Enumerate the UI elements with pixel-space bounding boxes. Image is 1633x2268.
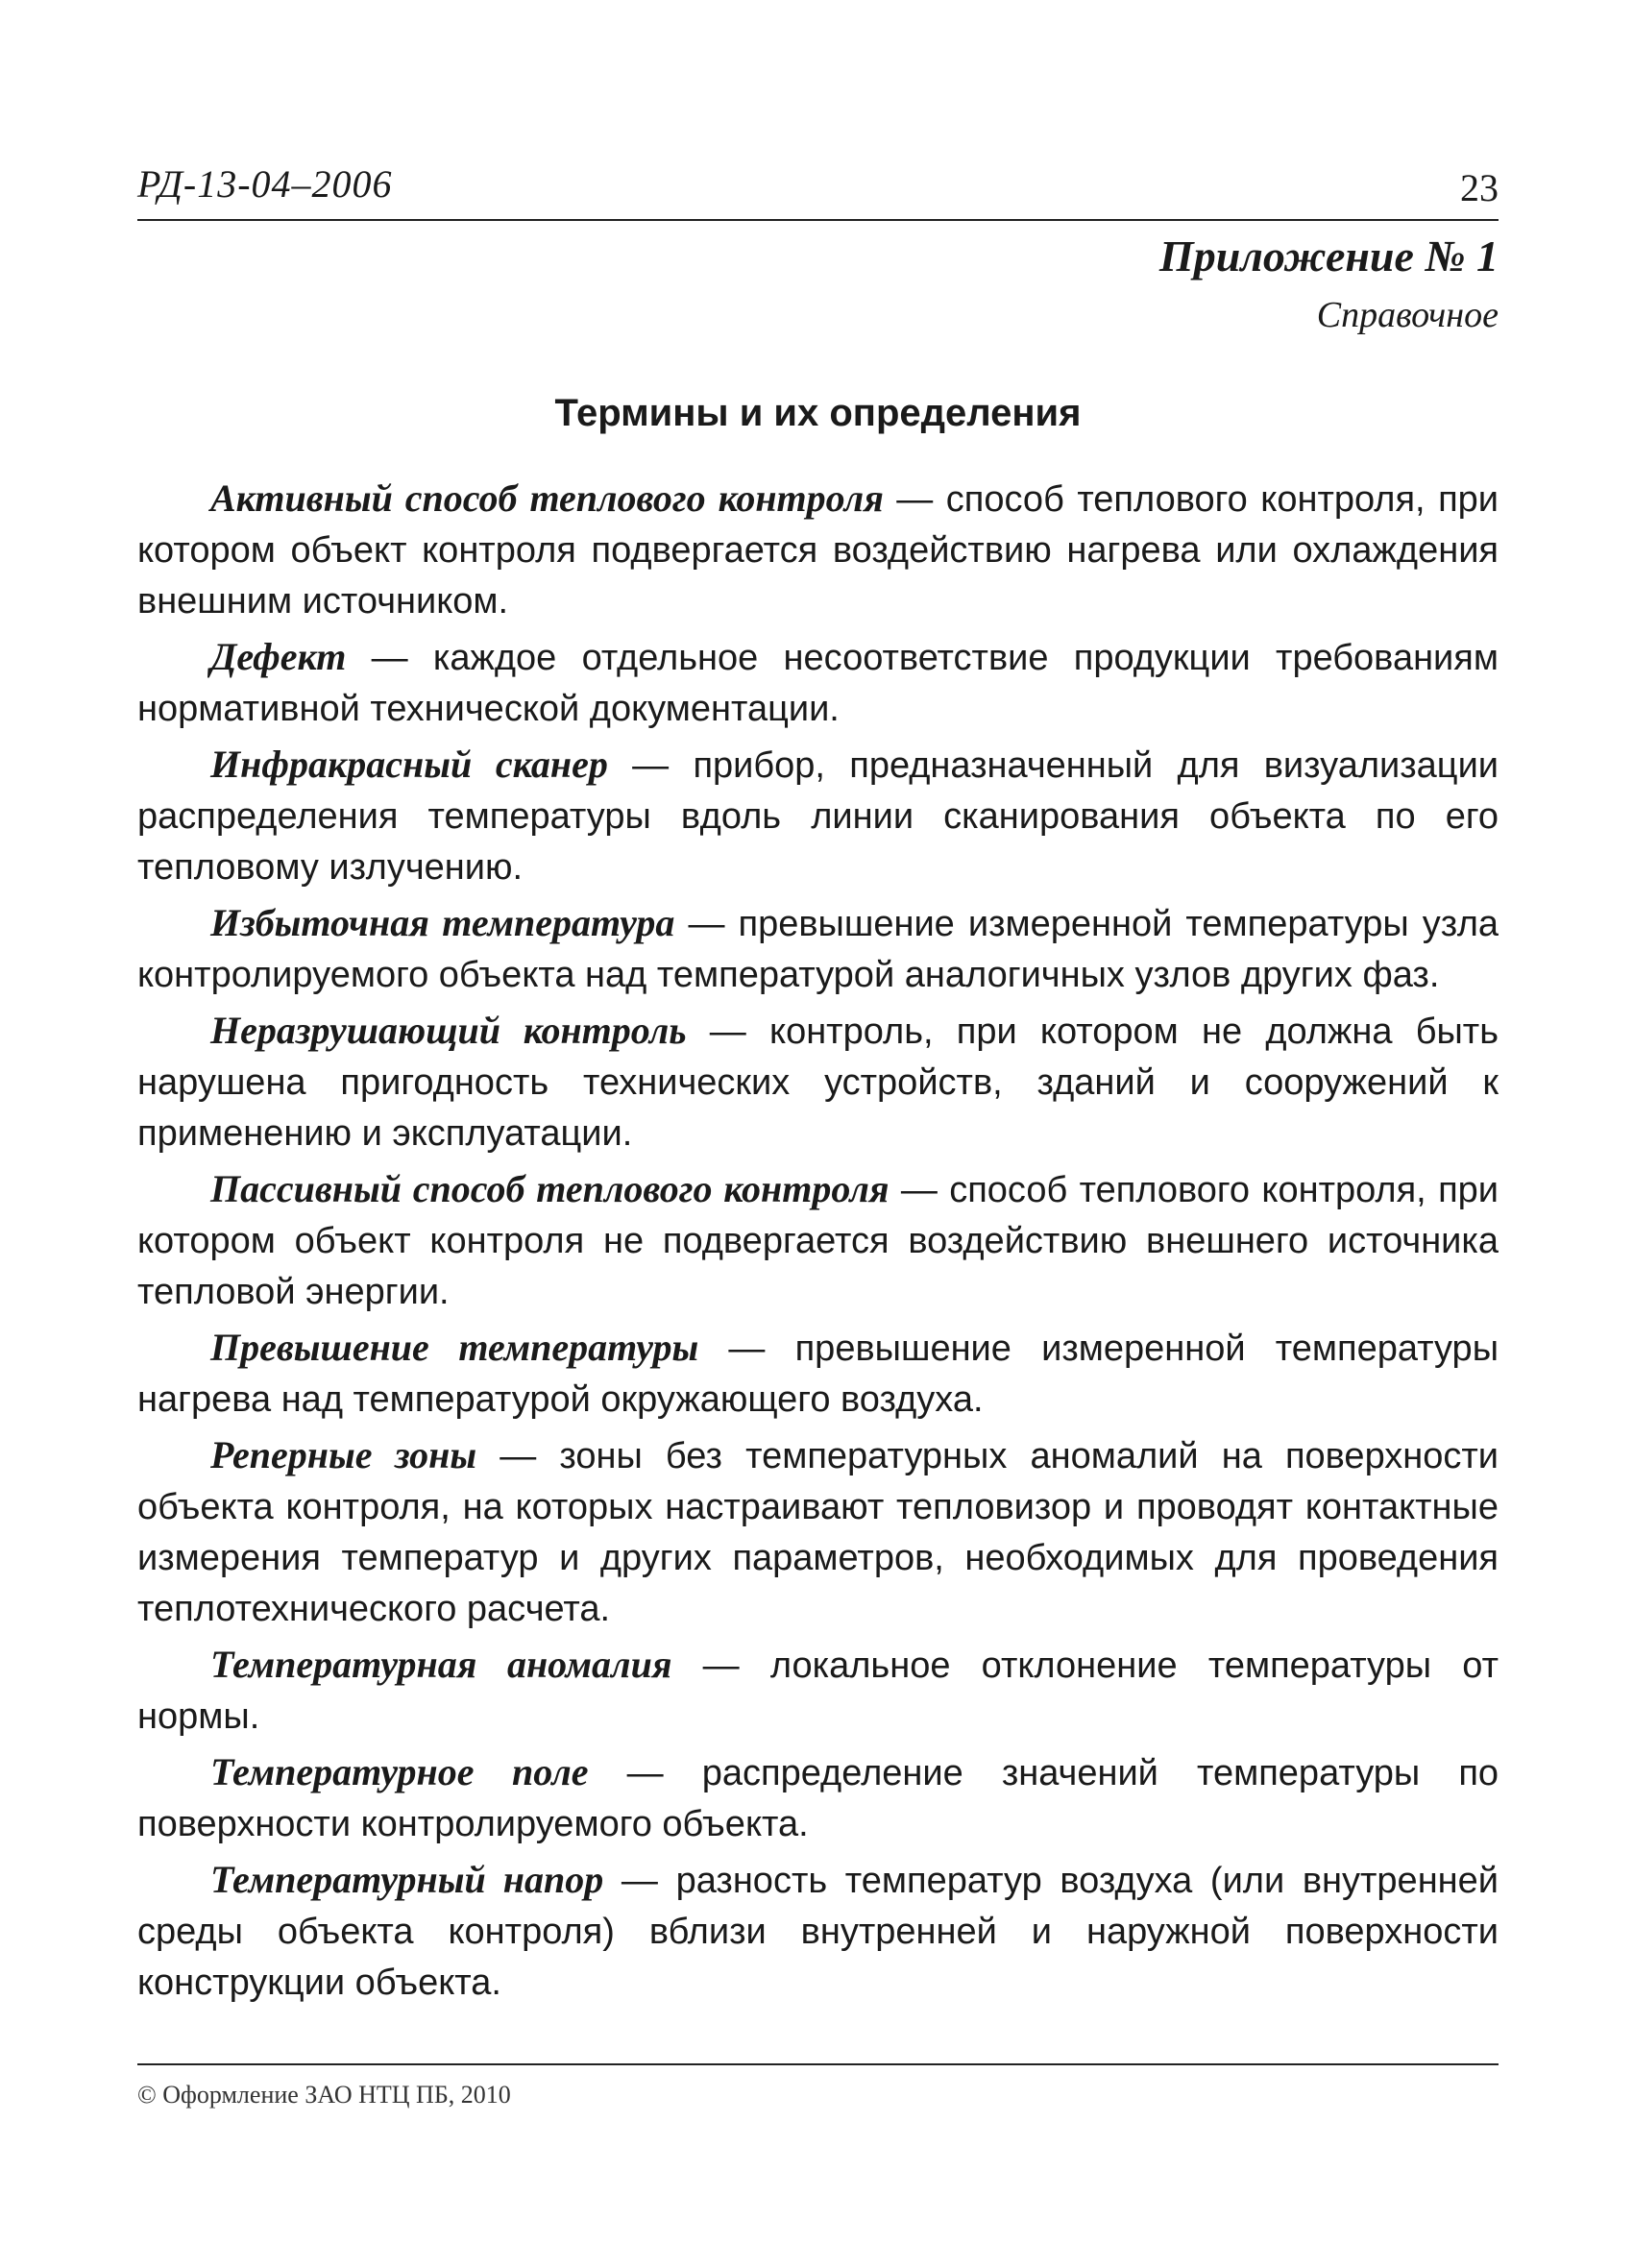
term-entry	[137, 897, 1499, 1001]
section-title: Термины и их определения	[554, 392, 1082, 434]
term-name: Инфракрасный сканер	[210, 743, 608, 786]
term-definition: способ теплового контроля, при котором объект контроля подвергается воздействию нагрева или охлаждения внешним источником.	[137, 479, 1499, 622]
running-header	[137, 161, 1499, 221]
term-dash: —	[896, 479, 934, 520]
term-definition: разность температур воздуха (или внутренней среды объекта контроля) вблизи внутренней и наружной поверхности конструкции объекта.	[137, 1861, 1499, 2003]
term-dash: —	[702, 1646, 740, 1686]
appendix-title: Приложение № 1	[1158, 232, 1499, 280]
term-definition: превышение измеренной температуры нагрева над температурой окружающего воздуха.	[137, 1329, 1499, 1420]
term-entry	[137, 1429, 1499, 1635]
term-name: Реперные зоны	[210, 1433, 477, 1476]
term-definition: зоны без температурных аномалий на поверхности объекта контроля, на которых настраивают тепловизор и проводят контактные измерения температур и других параметров, необходимых для проведения теплотехнического расчета.	[137, 1436, 1499, 1629]
term-name: Дефект	[210, 635, 347, 678]
term-dash: —	[900, 1170, 938, 1210]
term-definition: способ теплового контроля, при котором объект контроля не подвергается воздействию внешнего источника тепловой энергии.	[137, 1170, 1499, 1312]
term-name: Превышение температуры	[210, 1326, 699, 1369]
term-name: Температурное поле	[210, 1750, 589, 1793]
term-dash: —	[621, 1861, 658, 1901]
term-entry	[137, 1639, 1499, 1743]
appendix-subtitle: Справочное	[1316, 295, 1499, 335]
term-entry	[137, 631, 1499, 735]
term-dash: —	[500, 1436, 537, 1476]
term-dash: —	[728, 1329, 766, 1369]
terms-list	[137, 473, 1499, 2012]
term-definition: прибор, предназначенный для визуализации распределения температуры вдоль линии сканирования объекта по его тепловому излучению.	[137, 745, 1499, 888]
term-definition: каждое отдельное несоответствие продукции требованиям нормативной технической документации.	[137, 638, 1499, 729]
term-dash: —	[632, 745, 670, 786]
term-entry	[137, 1163, 1499, 1318]
term-definition: локальное отклонение температуры от нормы.	[137, 1646, 1499, 1737]
term-entry	[137, 473, 1499, 627]
page-number: 23	[1460, 166, 1499, 209]
term-entry	[137, 1322, 1499, 1426]
term-dash: —	[371, 638, 408, 678]
term-definition: распределение значений температуры по поверхности контролируемого объекта.	[137, 1753, 1499, 1844]
term-entry	[137, 1005, 1499, 1159]
term-dash: —	[688, 904, 725, 944]
term-definition: превышение измеренной температуры узла контролируемого объекта над температурой аналогичных узлов других фаз.	[137, 904, 1499, 995]
term-name: Температурный напор	[210, 1858, 604, 1901]
term-entry	[137, 1854, 1499, 2009]
term-dash: —	[709, 1012, 746, 1052]
term-entry	[137, 1746, 1499, 1850]
term-name: Температурная аномалия	[210, 1643, 672, 1686]
term-definition: контроль, при котором не должна быть нарушена пригодность технических устройств, зданий и сооружений к применению и эксплуатации.	[137, 1012, 1499, 1154]
page-footer	[137, 2063, 1499, 2109]
document-code: РД-13-04–2006	[137, 162, 393, 206]
term-name: Активный способ теплового контроля	[210, 476, 884, 520]
term-name: Пассивный способ теплового контроля	[210, 1167, 890, 1210]
term-name: Неразрушающий контроль	[210, 1009, 687, 1052]
copyright-notice: © Оформление ЗАО НТЦ ПБ, 2010	[137, 2081, 511, 2109]
term-entry	[137, 739, 1499, 893]
document-page	[137, 0, 1499, 2268]
term-name: Избыточная температура	[210, 901, 675, 944]
term-dash: —	[626, 1753, 664, 1793]
